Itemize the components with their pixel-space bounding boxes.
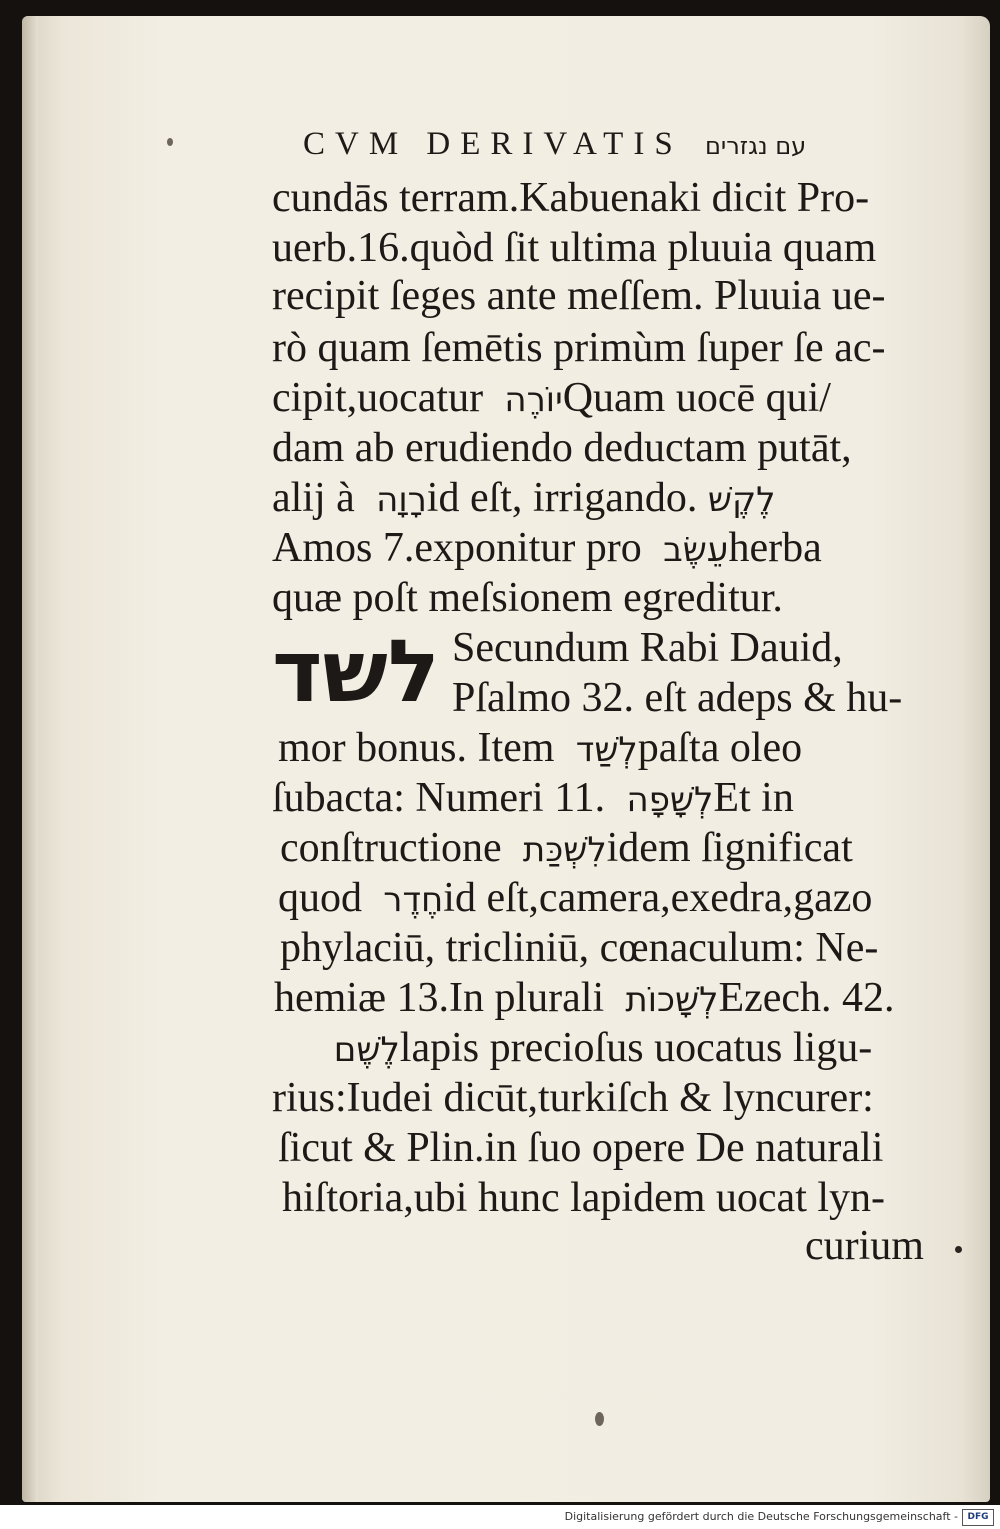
latin-text: uerb.16.quòd ſit ultima pluuia quam — [272, 225, 877, 271]
text-line — [278, 1122, 883, 1174]
latin-text: cipit,uocatur — [272, 375, 494, 421]
latin-text: Quam uocē qui/ — [562, 375, 831, 421]
latin-text: id eſt, irrigando. — [426, 475, 708, 521]
latin-text: herba — [728, 525, 822, 571]
latin-text: Et in — [713, 775, 794, 821]
hebrew-word: עֵשֶׂב — [652, 530, 729, 570]
footer-credit: Digitalisierung gefördert durch die Deutsche Forschungsgemeinschaft - — [564, 1510, 958, 1523]
text-line — [272, 172, 869, 224]
running-head — [303, 126, 806, 163]
latin-text: ſubacta: Numeri 11. — [272, 775, 616, 821]
latin-text: lapis precioſus uocatus ligu- — [399, 1025, 873, 1071]
text-line — [278, 722, 802, 774]
latin-text: ſicut & Plin.in ſuo opere De naturali — [278, 1125, 884, 1171]
hebrew-word: חֶדֶר — [372, 880, 444, 920]
text-line — [272, 422, 852, 474]
running-head-hebrew: עם נגזרים — [704, 132, 807, 160]
page-binding-edge — [22, 16, 38, 1502]
latin-text: rò quam ſemētis primùm ſuper ſe ac- — [272, 325, 886, 371]
digitization-footer — [0, 1505, 1000, 1529]
catchword: curium — [805, 1223, 924, 1269]
hebrew-word: רָוָה — [365, 480, 427, 520]
text-line — [272, 1072, 874, 1124]
latin-text: hemiæ 13.In plurali — [274, 975, 615, 1021]
hebrew-word: לֶקֶשׁ — [707, 480, 776, 520]
latin-text: quæ poſt meſsionem egreditur. — [272, 575, 783, 621]
latin-text: cundās terram.Kabuenaki dicit Pro- — [272, 175, 870, 221]
latin-text: hiſtoria,ubi hunc lapidem uocat lyn- — [282, 1175, 886, 1221]
hebrew-word: לְשַׁד — [564, 730, 638, 770]
hebrew-word: יוֹרֶה — [493, 380, 563, 420]
hebrew-word: לְשָׁכוֹת — [614, 980, 719, 1020]
text-line — [278, 872, 872, 924]
text-line — [280, 922, 878, 974]
paper-speck — [595, 1412, 604, 1426]
latin-text: recipit ſeges ante meſſem. Pluuia ue- — [272, 273, 886, 319]
latin-text: idem ſignificat — [606, 825, 853, 871]
latin-text: id eſt,camera,exedra,gazo — [443, 875, 873, 921]
text-line — [282, 1172, 885, 1224]
text-line — [272, 572, 783, 624]
text-line — [323, 1022, 872, 1074]
text-line — [280, 822, 853, 874]
text-line — [272, 222, 876, 274]
latin-text: mor bonus. Item — [278, 725, 565, 771]
latin-text: paſta oleo — [637, 725, 803, 771]
latin-text: quod — [278, 875, 373, 921]
latin-text: rius:Iudei dicūt,turkiſch & lyncurer: — [272, 1075, 874, 1121]
dfg-logo: DFG — [962, 1509, 994, 1526]
running-head-latin: CVM DERIVATIS — [303, 126, 683, 162]
text-line — [272, 270, 885, 322]
latin-text: Ezech. 42. — [718, 975, 895, 1021]
text-line — [272, 322, 885, 374]
latin-text: conſtructione — [280, 825, 513, 871]
text-line — [272, 772, 794, 824]
text-line — [272, 522, 822, 574]
latin-text: dam ab erudiendo deductam putāt, — [272, 425, 852, 471]
text-line — [274, 972, 895, 1024]
latin-text: Amos 7.exponitur pro — [272, 525, 653, 571]
catchword-dot — [955, 1246, 962, 1253]
paper-speck — [167, 138, 173, 146]
latin-text: Secundum Rabi Dauid, — [452, 625, 843, 671]
hebrew-word: לִשְׁכַּת — [512, 830, 607, 870]
text-line — [452, 622, 843, 674]
headword-hebrew: לשד — [272, 622, 440, 722]
hebrew-word: לֶשֶׁם — [323, 1030, 400, 1070]
latin-text: Pſalmo 32. eſt adeps & hu- — [452, 675, 903, 721]
latin-text: phylaciū, tricliniū, cœnaculum: Ne- — [280, 925, 879, 971]
text-line — [272, 372, 831, 424]
hebrew-word: לְשָׁפָה — [615, 780, 714, 820]
text-line — [272, 472, 775, 524]
latin-text: alij à — [272, 475, 366, 521]
text-line — [452, 672, 902, 724]
